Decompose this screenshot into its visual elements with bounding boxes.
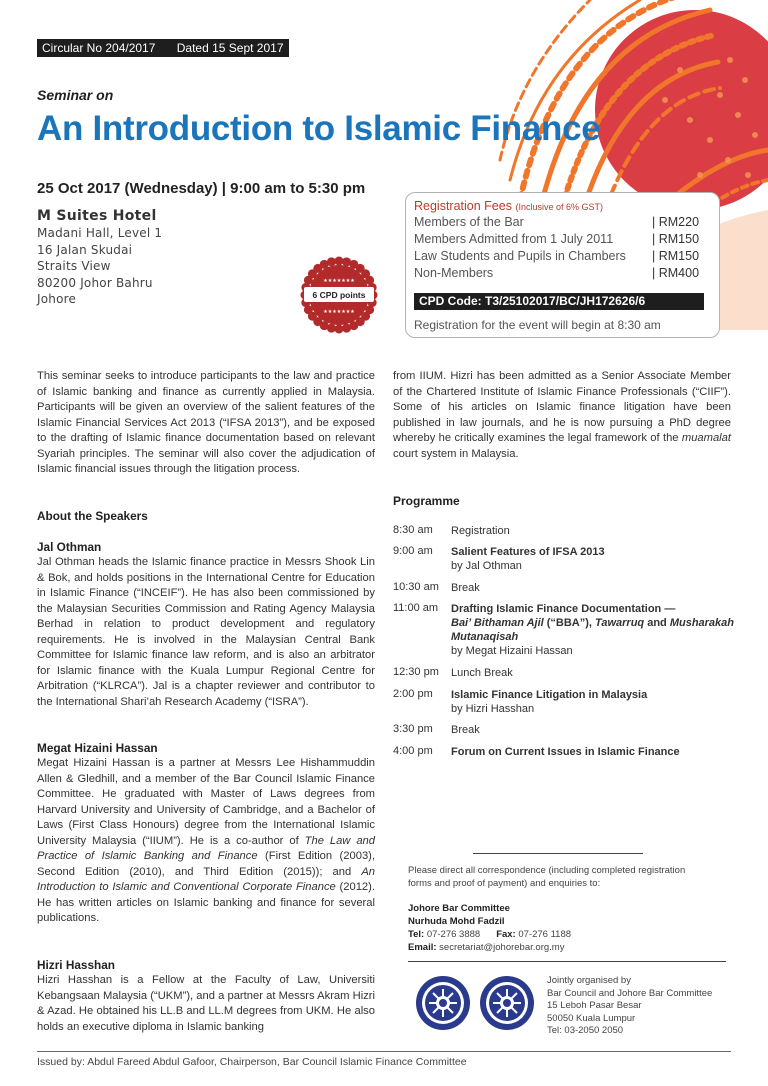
fee-amount: | RM220 [652, 215, 700, 229]
circular-number: Circular No 204/2017 [42, 41, 156, 55]
programme-item: Salient Features of IFSA 2013 by Jal Othman [451, 546, 605, 572]
intro-paragraph: This seminar seeks to introduce participants to the law and practice of Islamic banking and finance as currently applied in Malaysia. Participants will be given an overview of the salient features of the Islamic Financial Services Act 2013 (“IFSA 2013”), and be exposed to the drafting of Islamic finance documentation based on relevant Syariah principles. The seminar will also cover the adjudication of Islamic financial issues through the litigation process. [37, 370, 375, 475]
fee-amount: | RM400 [652, 266, 700, 280]
venue-block [37, 207, 162, 308]
fee-label: Non-Members [414, 266, 494, 280]
venue-line: Madani Hall, Level 1 [37, 226, 163, 240]
fee-row [414, 249, 712, 266]
contact-divider [408, 961, 726, 962]
programme-time: 9:00 am [393, 545, 433, 557]
johore-bar-seal-icon [479, 975, 535, 1031]
issued-by: Issued by: Abdul Fareed Abdul Gafoor, Chairperson, Bar Council Islamic Finance Committee [37, 1056, 467, 1068]
venue-line: 16 Jalan Skudai [37, 242, 133, 257]
fee-label: Members of the Bar [414, 215, 524, 229]
contact-divider [473, 853, 643, 854]
fees-title-note: (Inclusive of 6% GST) [515, 202, 603, 212]
programme-item: Forum on Current Issues in Islamic Finance [451, 746, 680, 758]
book-title: The Law and Practice of Islamic Banking and Finance [37, 834, 375, 862]
contact-org: Johore Bar Committee [408, 903, 510, 914]
svg-text:★★★★★★★: ★★★★★★★ [323, 278, 355, 284]
seminar-kicker: Seminar on [37, 87, 114, 103]
fee-label: Members Admitted from 1 July 2011 [414, 232, 614, 246]
programme-time: 3:30 pm [393, 723, 433, 735]
fee-row [414, 232, 712, 249]
speaker-bio-jal: Jal Othman heads the Islamic finance practice in Messrs Shook Lin & Bok, and holds positions in the International Centre for Education in Islamic Finance (“INCEIF”). He has also been commissioned by the Malaysian Securities Commission and Rating Agency Malaysia Berhad in relation to product development and regulatory requirements. He is involved in the Malaysian Central Bank Committee for Islamic finance law reform, and is also an arbitrator for Islamic finance with the Kuala Lumpur Regional Centre for Arbitration (“KLRCA”). Jal is a chapter reviewer and contributor to the International Shari’ah Research Academy (“ISRA”). [37, 556, 375, 708]
page-title: An Introduction to Islamic Finance [37, 109, 601, 148]
programme-item: Lunch Break [451, 667, 513, 679]
fee-label: Law Students and Pupils in Chambers [414, 249, 626, 263]
bar-council-seal-icon [415, 975, 471, 1031]
programme-time: 11:00 am [393, 602, 439, 614]
venue-line: Johore [37, 292, 77, 306]
speaker-name-megat: Megat Hizaini Hassan [37, 741, 158, 755]
speaker-name-jal: Jal Othman [37, 540, 102, 554]
programme-time: 10:30 am [393, 581, 439, 593]
speaker-bio-hizri: Hizri Hasshan is a Fellow at the Faculty of Law, Universiti Kebangsaan Malaysia (“UKM”), and a partner at Messrs Akram Hizri & Azad. He obtained his LL.B and LL.M degrees from UKM. He also holds an executive diploma in Islamic banking [37, 974, 375, 1033]
book-title: An Introduction to Islamic and Conventional Corporate Finance [37, 865, 375, 893]
cpd-code: CPD Code: T3/25102017/BC/JH172626/6 [414, 293, 704, 310]
footer-divider [37, 1051, 731, 1052]
cpd-badge-label: 6 CPD points [312, 290, 366, 300]
programme-time: 2:00 pm [393, 688, 433, 700]
contact-details: Johore Bar Committee Nurhuda Mohd Fadzil Tel: 07-276 3888 Fax: 07-276 1188 Email: secretariat@johorebar.org.my [408, 903, 572, 953]
circular-date: Dated 15 Sept 2017 [176, 41, 284, 55]
venue-name: M Suites Hotel [37, 208, 157, 224]
fees-title: Registration Fees (Inclusive of 6% GST) [414, 199, 603, 213]
registration-fees-box [405, 192, 720, 338]
svg-text:★★★★★★★: ★★★★★★★ [323, 309, 355, 315]
programme-item: Registration [451, 525, 510, 537]
contact-note: Please direct all correspondence (including completed registration forms and proof of payment) and enquiries to: [408, 865, 686, 889]
venue-line: 80200 Johor Bahru [37, 275, 153, 290]
speaker-bio-hizri-continued: from IIUM. Hizri has been admitted as a Senior Associate Member of the Chartered Institute of Islamic Finance Professionals (“CIIF”). Some of his articles on Islamic finance litigation have been published in law journals, and he is now pursuing a PhD degree whereby he critically examines the legal framework of the muamalat court system in Malaysia. [393, 370, 731, 460]
circular-label [37, 39, 289, 57]
speakers-heading: About the Speakers [37, 509, 148, 523]
speaker-name-hizri: Hizri Hasshan [37, 958, 116, 972]
programme-item: Drafting Islamic Finance Documentation — Bai’ Bithaman Ajil (“BBA”), Tawarruq and Musharakah Mutanaqisah by Megat Hizaini Hassan [451, 603, 735, 657]
fee-row [414, 215, 712, 232]
programme-time: 8:30 am [393, 524, 433, 536]
registration-note: Registration for the event will begin at 8:30 am [414, 318, 661, 332]
programme-item: Break [451, 582, 480, 594]
contact-person: Nurhuda Mohd Fadzil [408, 916, 505, 927]
programme-time: 12:30 pm [393, 666, 439, 678]
organiser-block: Jointly organised by Bar Council and Johore Bar Committee 15 Leboh Pasar Besar 50050 Kuala Lumpur Tel: 03-2050 2050 [547, 975, 713, 1036]
programme-heading: Programme [393, 494, 460, 508]
contact-email: secretariat@johorebar.org.my [439, 942, 565, 953]
contact-tel: 07-276 3888 [426, 929, 481, 940]
contact-fax: 07-276 1188 [518, 929, 572, 940]
programme-item: Break [451, 724, 480, 736]
venue-line: Straits View [37, 259, 111, 273]
speaker-bio-megat: Megat Hizaini Hassan is a partner at Messrs Lee Hishammuddin Allen & Gledhill, and a member of the Bar Council Islamic Finance Committee. He graduated with Master of Laws degrees from Harvard University and University of Cambridge, and a Bachelor of Laws (First Class Honours) degree from the International Islamic University Malaysia (“IIUM”). He is a co-author of The Law and Practice of Islamic Banking and Finance (First Edition (2003), Second Edition (2010), and Third Edition (2015)); and An Introduction to Islamic and Conventional Corporate Finance (2012). He has written articles on Islamic banking and finance for several publications. [37, 757, 376, 924]
fee-amount: | RM150 [652, 249, 700, 263]
red-disc-shape [595, 10, 768, 210]
programme-item: Islamic Finance Litigation in Malaysia by Hizri Hasshan [451, 689, 648, 715]
event-datetime: 25 Oct 2017 (Wednesday) | 9:00 am to 5:30 pm [37, 180, 366, 197]
fee-row [414, 266, 712, 283]
programme-time: 4:00 pm [393, 745, 433, 757]
fee-amount: | RM150 [652, 232, 700, 246]
